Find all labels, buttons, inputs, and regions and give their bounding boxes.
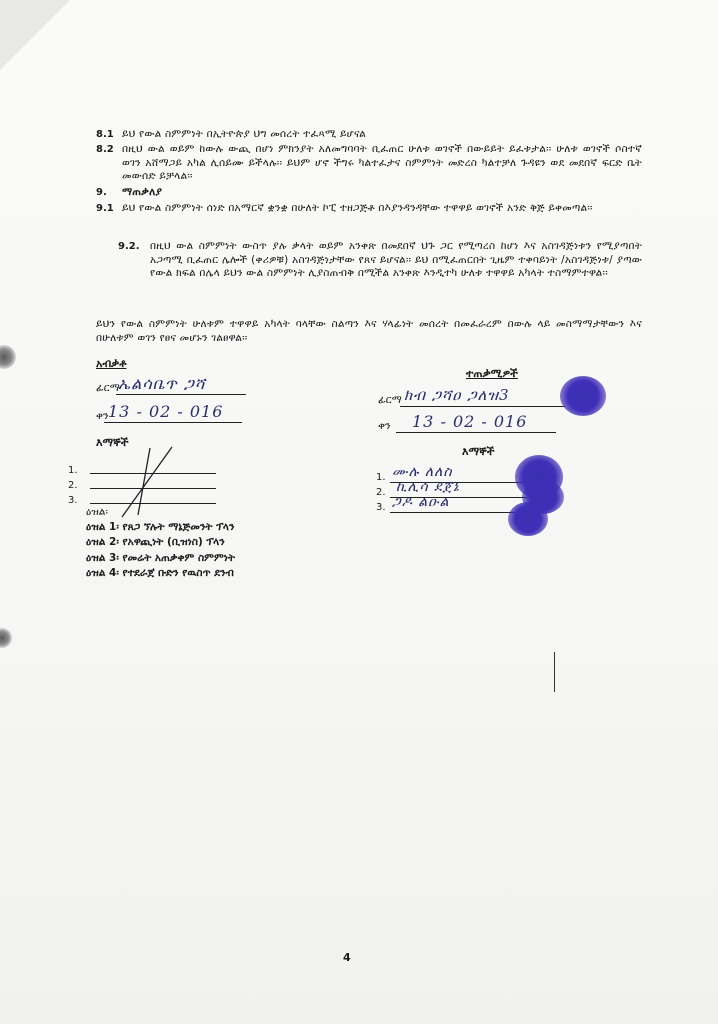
date-value: 13 - 02 - 016 — [108, 402, 224, 421]
section-number: 8.2 — [96, 144, 114, 155]
date-value: 13 - 02 - 016 — [412, 412, 528, 431]
punch-hole — [0, 345, 16, 369]
signature-line — [400, 406, 565, 407]
section-number: 8.1 — [96, 129, 114, 140]
section-number: 9.2. — [118, 241, 140, 252]
section-text: ይህ የውል ስምምነት በኢትዮጵያ ህግ መሰረት ተፈጻሚ ይሆናል — [122, 128, 366, 140]
witnesses-heading: እማኞች — [96, 436, 129, 449]
section-title: ማጠቃለያ — [122, 186, 163, 198]
date-line — [104, 422, 242, 423]
section-text: በዚህ ውል ወይም ከውሉ ውጪ በሆነ ምክንያት አለመግባባት ቢፈጠር ሁለቱ ወገኖች በውይይት ይፈቱታል፡፡ ሁለቱ ወገኖች ሶስተኛ ወገን አሸማጋይ አካል ሊሰይሙ ይችላሉ፡፡ ይህም ሆኖ ችግሩ ካልተፈታና ስምምነት መድረስ ካልተቻለ ጉዳዩን ወደ መደበኛ ፍርድ ቤት መውሰድ ይቻላል፡፡ — [122, 143, 642, 182]
witness-number: 3. — [376, 502, 386, 513]
right-party-heading: ተጠቃሚዎች — [466, 367, 518, 380]
date-label: ቀን — [378, 420, 391, 432]
section-text: በዚህ ውል ስምምነት ውስጥ ያሉ ቃላት ወይም አንቀጽ በመደበኛ ህጉ ጋር የሚጣረስ ከሆነ እና አስገዳጅነቱን የሚያጣበት አጋጣሚ ቢፈጠር ሌሎች (ቀሪዎቹ) አስገዳጅነታቸው የጸና ይሆናል፡፡ ይህ በሚፈጠርበት ጊዜም ተቀባይነት /አስገዳጅነቱ/ ያጣው የውል ክፍል በሌላ ይህን ውል ስምምነት ሊያስጠብቅ በሚችል አንቀጽ እንዲተካ ሁለቱ ተዋዋይ አካላት ተስማምተዋል፡፡ — [150, 240, 642, 279]
annex-item: ዕዝል 3፡ የመሬት አጠቃቀም ስምምነት — [86, 552, 236, 564]
left-party-heading: አብቃቶ — [96, 357, 127, 370]
date-line — [396, 432, 556, 433]
annex-heading: ዕዝል፡ — [86, 506, 108, 518]
signature-label: ፊርማ — [378, 394, 402, 406]
section-number: 9. — [96, 187, 107, 198]
signature-label: ፊርማ — [96, 382, 120, 394]
ink-stamp — [508, 502, 548, 536]
annex-item: ዕዝል 2፡ የአዋጪነት (ቢዝነስ) ፕላን — [86, 536, 225, 548]
closing-statement: ይህን የውል ስምምነት ሁለቱም ተዋዋይ አካላት ባላቸው ስልጣን እና ሃላፊነት መሰረት በመፈራረም በውሉ ላይ መስማማታቸውን እና በሁለቱም ወገን የፀና መሆኑን ገልፀዋል፡፡ — [96, 318, 642, 344]
signature: ክብ ጋሻዐ ጋለዝ3 — [404, 386, 510, 404]
witness-number: 3. — [68, 495, 78, 506]
annex-item: ዕዝል 4፡ የተደራጀ ቡድን የዉስጥ ደንብ — [86, 567, 234, 579]
ink-stamp — [560, 376, 606, 416]
signature-line — [116, 394, 246, 395]
scan-artifact — [554, 652, 555, 692]
folded-corner — [0, 0, 70, 70]
witness-signature: ጋዶ ልዑል — [392, 494, 450, 510]
section-text: ይህ የውል ስምምነት ሰነድ በአማርኛ ቋንቋ በሁለት ኮፒ ተዘጋጅቶ በእያንዳንዳቸው ተዋዋይ ወገኖች አንድ ቅጅ ይቀመጣል፡፡ — [122, 202, 593, 214]
section-number: 9.1 — [96, 203, 114, 214]
witness-number: 2. — [68, 480, 78, 491]
signature: ኤልሳቤጥ ጋሻ — [118, 374, 206, 393]
witness-number: 1. — [376, 472, 386, 483]
date-label: ቀን — [96, 410, 109, 422]
page-number: 4 — [343, 951, 351, 964]
punch-hole — [0, 628, 12, 648]
witness-number: 2. — [376, 487, 386, 498]
strike-mark — [110, 445, 180, 520]
witness-signature: ሙሉ ለለስ — [392, 464, 453, 480]
witness-signature: ኪሊሳ ደጀኔ — [396, 479, 460, 495]
annex-item: ዕዝል 1፡ የጸጋ ኘሉት ማኔጅመንት ፕላን — [86, 521, 235, 533]
witness-number: 1. — [68, 465, 78, 476]
witnesses-heading: እማኞች — [462, 445, 495, 458]
